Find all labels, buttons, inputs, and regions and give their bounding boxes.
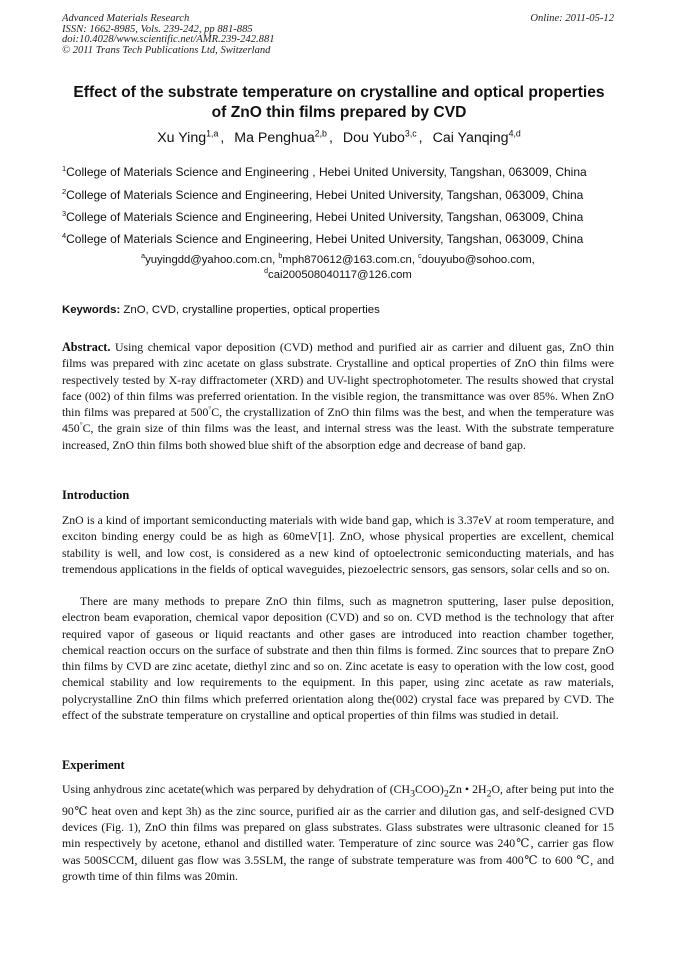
email-mark: d <box>264 268 269 276</box>
experiment-text: COO) <box>414 782 444 796</box>
subscript: 2 <box>486 788 492 800</box>
subscript: 2 <box>443 788 449 800</box>
author-name: Xu Ying <box>157 130 207 146</box>
author-affil-mark: 4,d <box>508 128 521 139</box>
title-line-2: of ZnO thin films prepared by CVD <box>211 103 467 121</box>
doi-line: doi:10.4028/www.scientific.net/AMR.239-242.881 <box>62 34 275 46</box>
abstract-text: Using chemical vapor deposition (CVD) method and purified air as carrier and diluent gas, ZnO thin films was prepared with zinc acetate on glass substrate. Crystalline and optical properties of ZnO thin films were respectively tested by X-ray diffractometer (XRD) and UV-light spectrophotometer. The results showed that crystal face (002) of thin films was preferred orientation. In the visible region, the transmittance was over 85%. When ZnO thin films was prepared at 500 <box>62 340 614 420</box>
issn-line: ISSN: 1662-8985, Vols. 239-242, pp 881-885 <box>62 23 253 35</box>
author-separator: , <box>418 130 423 146</box>
abstract-text: C, the crystallization of ZnO thin films was the best, and when the temperature was 450 <box>62 405 614 436</box>
affiliation-text: College of Materials Science and Engineering, Hebei United University, Tangshan, 063009, China <box>66 232 584 246</box>
abstract <box>62 339 614 453</box>
author-list <box>40 130 638 146</box>
email-mark: a <box>141 253 146 261</box>
journal-name: Advanced Materials Research <box>62 13 190 24</box>
affiliation <box>62 188 622 202</box>
affiliation <box>62 165 622 179</box>
affiliation-text: College of Materials Science and Engineering, Hebei United University, Tangshan, 063009, China <box>66 210 584 224</box>
affiliation <box>62 210 622 224</box>
affiliation-text: College of Materials Science and Engineering , Hebei United University, Tangshan, 063009, China <box>66 165 587 179</box>
email-mark: b <box>278 253 283 261</box>
affiliation-number: 1 <box>62 164 67 173</box>
experiment-paragraph-1 <box>62 781 614 884</box>
abstract-text: C, the grain size of thin films was the least, and internal stress was the least. With the substrate temperature increased, ZnO thin films both showed blue shift of the absorption edge and decrease of band gap. <box>62 421 614 452</box>
abstract-label: Abstract. <box>62 340 111 354</box>
email-mark: c <box>418 253 422 261</box>
experiment-text: O, after being put into the 90℃ heat oven and kept 3h) as the zinc source, purified air as the carrier and dilution gas, and self-designed CVD devices (Fig. 1), ZnO thin films was prepared on glass substrates. Glass substrates were ultrasonic cleaned for 15 min respectively by acetone, ethanol and distilled water. Temperature of zinc source was 240℃, carrier gas flow was 500SCCM, diluent gas flow was 3.5SLM, the range of substrate temperature was from 400℃ to 600 ℃, and growth time of thin films was 20min. <box>62 782 614 883</box>
subscript: 3 <box>410 788 415 800</box>
title-line-1: Effect of the substrate temperature on crystalline and optical properties <box>73 84 605 101</box>
online-date: Online: 2011-05-12 <box>530 13 614 24</box>
affiliation-number: 3 <box>62 209 67 218</box>
journal-header <box>62 14 614 56</box>
affiliation-number: 4 <box>62 231 67 240</box>
experiment-text: Using anhydrous zinc acetate(which was perpared by dehydration of (CH <box>62 782 411 796</box>
keywords-label: Keywords: <box>62 304 121 316</box>
degree-sign: ° <box>208 404 212 414</box>
email-address[interactable]: cai200508040117@126.com <box>268 269 412 281</box>
email-address[interactable]: mph870612@163.com.cn, <box>282 254 419 266</box>
degree-sign: ° <box>79 420 83 430</box>
author-emails <box>62 253 614 283</box>
affiliation-text: College of Materials Science and Engineering, Hebei United University, Tangshan, 063009, China <box>66 188 584 202</box>
author-separator: , <box>220 130 225 146</box>
author-name: Cai Yanqing <box>432 130 509 146</box>
paper-title <box>40 83 638 122</box>
email-address[interactable]: douyubo@sohoo.com, <box>421 254 535 266</box>
author-name: Dou Yubo <box>342 130 405 146</box>
affiliation <box>62 232 622 246</box>
introduction-paragraph-1: ZnO is a kind of important semiconducting materials with wide band gap, which is 3.37eV at room temperature, and exciton binding energy could be as high as 60meV[1]. ZnO, whose physical properties are excellent, chemical stability is well, and low cost, is considered as a new kind of optoelectronic semiconducting materials, and has tremendous applications in the fields of optical waveguides, piezoelectric sensors, gas sensors, solar cells and so on. <box>62 513 614 576</box>
affiliation-number: 2 <box>62 187 67 196</box>
keywords-text: ZnO, CVD, crystalline properties, optical properties <box>120 304 380 316</box>
copyright-line: © 2011 Trans Tech Publications Ltd, Switzerland <box>62 44 271 56</box>
author-name: Ma Penghua <box>234 130 315 146</box>
section-heading-experiment: Experiment <box>62 758 125 772</box>
section-heading-introduction: Introduction <box>62 488 130 502</box>
author-affil-mark: 3,c <box>404 128 417 139</box>
introduction-paragraph-2: There are many methods to prepare ZnO thin films, such as magnetron sputtering, laser pulse deposition, electron beam evaporation, chemical vapor deposition (CVD) and so on. CVD method is the technology that after required vapor of gaseous or liquid reactants and other gases are introduced into reaction chamber together, chemical reaction occurs on the surface of substrate and then thin films is formed. Zinc sources that to prepare ZnO thin films by CVD are zinc acetate, diethyl zinc and so on. Zinc acetate is easy to operation with the low cost, good chemical stability and low requirements to the equipment. In this paper, using zinc acetate as raw materials, polycrystalline ZnO thin films which preferred orientation along the(002) crystal face was prepared by CVD. The effect of the substrate temperature on crystalline and optical properties of thin films was studied in detail. <box>62 594 614 723</box>
author-separator: , <box>328 130 333 146</box>
keywords-line <box>62 304 614 316</box>
experiment-text: Zn • 2H <box>448 782 487 796</box>
author-affil-mark: 2,b <box>314 128 327 139</box>
email-address[interactable]: yuyingdd@yahoo.com.cn, <box>145 254 279 266</box>
author-affil-mark: 1,a <box>206 128 219 139</box>
